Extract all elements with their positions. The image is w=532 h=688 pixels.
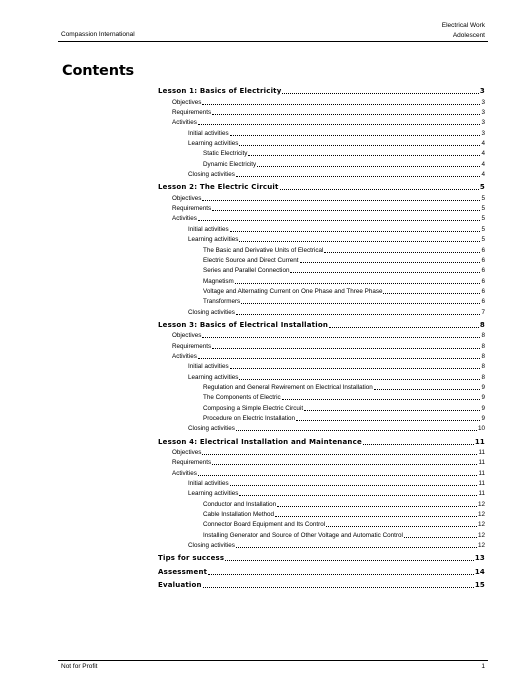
toc-entry-title: Requirements — [172, 459, 212, 467]
toc-entry-title: Activities — [172, 119, 197, 127]
toc-entry-page: 5 — [481, 236, 485, 244]
toc-entry[interactable] — [158, 234, 485, 244]
dot-leader — [212, 348, 480, 349]
toc-entry-title: Assessment — [158, 567, 208, 576]
toc-entry-title: Requirements — [172, 342, 212, 350]
toc-entry[interactable] — [158, 392, 485, 402]
toc-entry[interactable] — [158, 275, 485, 285]
toc-entry[interactable] — [158, 203, 485, 213]
toc-entry-page: 4 — [481, 160, 485, 168]
dot-leader — [236, 430, 477, 431]
dot-leader — [290, 272, 480, 273]
toc-entry-title: Closing activities — [188, 308, 235, 316]
toc-entry-page: 8 — [481, 363, 485, 371]
toc-entry-page: 12 — [477, 531, 485, 539]
dot-leader — [404, 537, 477, 538]
toc-entry-title: Static Electricity — [203, 150, 248, 158]
toc-entry[interactable] — [158, 192, 485, 202]
toc-entry[interactable] — [158, 340, 485, 350]
toc-entry-page: 3 — [481, 119, 485, 127]
toc-entry[interactable] — [158, 213, 485, 223]
toc-section-entry[interactable] — [158, 320, 485, 330]
toc-entry[interactable] — [158, 457, 485, 467]
toc-entry-title: Cable Installation Method — [203, 511, 275, 519]
toc-entry-page: 11 — [478, 469, 485, 477]
toc-entry-page: 11 — [478, 459, 485, 467]
dot-leader — [202, 454, 477, 455]
dot-leader — [235, 283, 481, 284]
dot-leader — [239, 379, 480, 380]
toc-entry-page: 13 — [474, 554, 485, 563]
dot-leader — [326, 526, 477, 527]
dot-leader — [225, 560, 474, 561]
toc-entry-page: 11 — [478, 449, 485, 457]
toc-entry-page: 8 — [481, 342, 485, 350]
header-rule — [58, 41, 488, 42]
toc-entry-page: 6 — [481, 287, 485, 295]
dot-leader — [230, 135, 481, 136]
toc-section-entry[interactable] — [158, 86, 485, 96]
toc-entry-title: Requirements — [172, 205, 212, 213]
toc-entry-title: Initial activities — [188, 129, 229, 137]
header-course-info — [442, 21, 485, 41]
dot-leader — [230, 368, 481, 369]
toc-entry[interactable] — [158, 138, 485, 148]
toc-entry-title: Initial activities — [188, 480, 229, 488]
dot-leader — [198, 220, 481, 221]
dot-leader — [202, 337, 480, 338]
dot-leader — [239, 241, 480, 242]
toc-entry-title: Learning activities — [188, 373, 239, 381]
toc-entry[interactable] — [158, 509, 485, 519]
toc-entry[interactable] — [158, 306, 485, 316]
toc-entry-page: 7 — [481, 308, 485, 316]
toc-entry[interactable] — [158, 117, 485, 127]
toc-entry-page: 8 — [479, 320, 485, 329]
toc-entry[interactable] — [158, 265, 485, 275]
toc-section-entry[interactable] — [158, 566, 485, 576]
toc-entry-title: Learning activities — [188, 236, 239, 244]
toc-entry[interactable] — [158, 402, 485, 412]
toc-entry[interactable] — [158, 361, 485, 371]
toc-entry-page: 14 — [474, 567, 485, 576]
toc-entry-page: 6 — [481, 298, 485, 306]
toc-entry-page: 4 — [481, 171, 485, 179]
toc-entry-page: 11 — [478, 490, 485, 498]
toc-entry-page: 6 — [481, 277, 485, 285]
dot-leader — [324, 252, 480, 253]
toc-entry-page: 5 — [481, 194, 485, 202]
toc-entry-title: Series and Parallel Connection — [203, 267, 290, 275]
dot-leader — [257, 166, 480, 167]
header-organization: Compassion International — [61, 31, 135, 38]
dot-leader — [230, 485, 478, 486]
page-title: Contents — [62, 63, 134, 79]
toc-entry[interactable] — [158, 223, 485, 233]
dot-leader — [296, 420, 480, 421]
dot-leader — [374, 389, 481, 390]
toc-entry-title: The Components of Electric — [203, 394, 281, 402]
toc-entry-page: 8 — [481, 332, 485, 340]
toc-entry-page: 15 — [474, 581, 485, 590]
dot-leader — [212, 464, 477, 465]
toc-entry-title: Connector Board Equipment and Its Control — [203, 521, 326, 529]
toc-entry-title: Regulation and General Rewirement on Electrical Installation — [203, 383, 373, 391]
dot-leader — [300, 262, 481, 263]
toc-entry[interactable] — [158, 382, 485, 392]
dot-leader — [212, 114, 480, 115]
dot-leader — [282, 399, 481, 400]
toc-entry-title: Lesson 3: Basics of Electrical Installation — [158, 320, 329, 329]
toc-entry-page: 6 — [481, 246, 485, 254]
dot-leader — [198, 475, 478, 476]
toc-entry-page: 8 — [481, 373, 485, 381]
toc-entry[interactable] — [158, 330, 485, 340]
toc-section-entry[interactable] — [158, 553, 485, 563]
toc-entry-page: 11 — [478, 480, 485, 488]
dot-leader — [202, 200, 480, 201]
toc-entry[interactable] — [158, 351, 485, 361]
dot-leader — [198, 358, 481, 359]
toc-entry-title: Objectives — [172, 332, 202, 340]
toc-entry-title: Magnetism — [203, 277, 234, 285]
toc-entry[interactable] — [158, 467, 485, 477]
dot-leader — [239, 495, 477, 496]
toc-entry-title: Activities — [172, 215, 197, 223]
toc-entry-page: 3 — [481, 129, 485, 137]
toc-entry-title: Closing activities — [188, 425, 235, 433]
toc-entry[interactable] — [158, 255, 485, 265]
toc-entry-title: Objectives — [172, 98, 202, 106]
toc-entry-page: 12 — [477, 500, 485, 508]
toc-entry-title: Procedure on Electric Installation — [203, 415, 296, 422]
dot-leader — [212, 210, 480, 211]
toc-entry-page: 9 — [481, 415, 485, 422]
toc-entry-page: 10 — [477, 425, 485, 433]
toc-entry-title: Learning activities — [188, 140, 239, 148]
toc-entry-page: 3 — [479, 87, 485, 96]
header-subject: Electrical Work — [441, 22, 485, 29]
toc-entry-title: Lesson 1: Basics of Electricity — [158, 87, 282, 96]
toc-entry-title: Lesson 2: The Electric Circuit — [158, 183, 279, 192]
toc-entry-title: Dynamic Electricity — [203, 160, 257, 168]
toc-entry-page: 3 — [481, 109, 485, 117]
toc-entry[interactable] — [158, 96, 485, 106]
dot-leader — [280, 189, 479, 190]
toc-entry-page: 9 — [481, 404, 485, 412]
toc-entry-page: 3 — [481, 98, 485, 106]
toc-entry-title: Transformers — [203, 298, 241, 306]
toc-entry-title: Closing activities — [188, 171, 235, 179]
toc-entry-page: 4 — [481, 150, 485, 158]
toc-entry-title: Installing Generator and Source of Other Voltage and Automatic Control — [203, 531, 403, 539]
toc-entry-title: Lesson 4: Electrical Installation and Maintenance — [158, 437, 362, 446]
toc-entry-title: Tips for success — [158, 554, 225, 563]
toc-entry-page: 4 — [481, 140, 485, 148]
toc-entry[interactable] — [158, 286, 485, 296]
toc-entry-title: Objectives — [172, 194, 202, 202]
toc-entry[interactable] — [158, 478, 485, 488]
toc-entry-page: 5 — [479, 183, 485, 192]
toc-entry-title: Requirements — [172, 109, 212, 117]
dot-leader — [198, 124, 481, 125]
dot-leader — [230, 231, 481, 232]
toc-entry-title: Learning activities — [188, 490, 239, 498]
toc-entry-title: Evaluation — [158, 581, 202, 590]
toc-entry[interactable] — [158, 529, 485, 539]
dot-leader — [304, 410, 480, 411]
dot-leader — [282, 93, 478, 94]
toc-entry[interactable] — [158, 488, 485, 498]
toc-entry[interactable] — [158, 158, 485, 168]
toc-entry-title: Conductor and Installation — [203, 500, 277, 508]
toc-section-entry[interactable] — [158, 436, 485, 446]
dot-leader — [275, 516, 477, 517]
dot-leader — [277, 506, 477, 507]
toc-entry-page: 5 — [481, 215, 485, 223]
toc-entry-title: Activities — [172, 352, 197, 360]
toc-entry[interactable] — [158, 296, 485, 306]
toc-entry[interactable] — [158, 498, 485, 508]
footer-rule — [58, 660, 488, 661]
toc-entry-page: 12 — [477, 542, 485, 550]
toc-entry-page: 5 — [481, 225, 485, 233]
toc-entry[interactable] — [158, 244, 485, 254]
dot-leader — [329, 327, 479, 328]
toc-entry-page: 6 — [481, 267, 485, 275]
toc-entry-title: Voltage and Alternating Current on One Phase and Three Phase — [203, 287, 383, 295]
toc-entry[interactable] — [158, 540, 485, 550]
dot-leader — [248, 155, 480, 156]
toc-section-entry[interactable] — [158, 580, 485, 590]
toc-entry[interactable] — [158, 371, 485, 381]
dot-leader — [383, 293, 480, 294]
dot-leader — [202, 104, 480, 105]
dot-leader — [236, 176, 481, 177]
table-of-contents — [158, 86, 485, 590]
toc-entry[interactable] — [158, 107, 485, 117]
toc-section-entry[interactable] — [158, 182, 485, 192]
toc-entry[interactable] — [158, 127, 485, 137]
toc-entry-title: Activities — [172, 469, 197, 477]
toc-entry-page: 5 — [481, 205, 485, 213]
toc-entry-title: Initial activities — [188, 225, 229, 233]
toc-entry[interactable] — [158, 447, 485, 457]
toc-entry[interactable] — [158, 423, 485, 433]
toc-entry-page: 9 — [481, 383, 485, 391]
header-audience: Adolescent — [452, 32, 485, 39]
toc-entry-title: Initial activities — [188, 363, 229, 371]
dot-leader — [208, 574, 474, 575]
toc-entry-page: 6 — [481, 256, 485, 264]
toc-entry-page: 12 — [477, 521, 485, 529]
toc-entry-page: 9 — [481, 394, 485, 402]
footer-page-number: 1 — [481, 663, 485, 670]
toc-entry-title: Electric Source and Direct Current — [203, 256, 299, 264]
toc-entry[interactable] — [158, 148, 485, 158]
dot-leader — [236, 547, 477, 548]
toc-entry[interactable] — [158, 519, 485, 529]
dot-leader — [236, 314, 481, 315]
toc-entry-title: Objectives — [172, 449, 202, 457]
footer-note: Not for Profit — [61, 663, 98, 670]
toc-entry[interactable] — [158, 413, 485, 423]
toc-entry-title: Composing a Simple Electric Circuit — [203, 404, 304, 412]
toc-entry[interactable] — [158, 169, 485, 179]
toc-entry-page: 8 — [481, 352, 485, 360]
toc-entry-page: 11 — [474, 437, 485, 446]
toc-entry-title: The Basic and Derivative Units of Electrical — [203, 246, 324, 254]
dot-leader — [203, 587, 474, 588]
dot-leader — [363, 444, 474, 445]
toc-entry-title: Closing activities — [188, 542, 235, 550]
dot-leader — [241, 303, 480, 304]
dot-leader — [239, 145, 480, 146]
toc-entry-page: 12 — [477, 511, 485, 519]
